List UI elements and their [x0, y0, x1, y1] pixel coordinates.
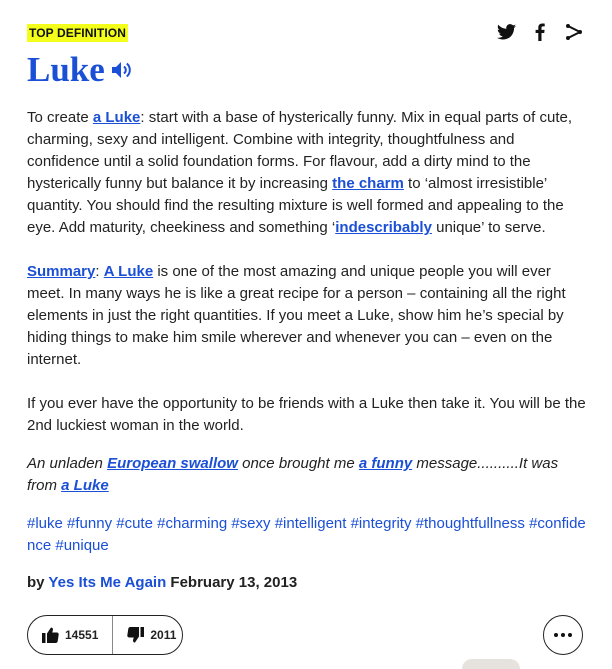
link-the-charm[interactable]: the charm [332, 175, 404, 192]
definition-meaning [27, 107, 587, 459]
tag-link[interactable]: #funny [67, 515, 113, 532]
word-title-link[interactable]: Luke [27, 50, 105, 89]
text: once brought me [237, 455, 359, 472]
tag-link[interactable]: #sexy [231, 515, 271, 532]
tag-link[interactable]: #thoughtfullness [415, 515, 525, 532]
meaning-paragraph-1 [27, 107, 587, 239]
more-options-button[interactable] [543, 615, 583, 655]
meaning-paragraph-3: If you ever have the opportunity to be friends with a Luke then take it. You will be the 2nd luckiest woman in the world. [27, 395, 586, 434]
text: To create [27, 109, 93, 126]
meaning-paragraph-2 [27, 261, 587, 371]
twitter-icon[interactable] [496, 22, 516, 42]
tag-link[interactable]: #confidence [27, 515, 586, 554]
facebook-icon[interactable] [530, 22, 550, 42]
downvote-count: 2011 [150, 628, 177, 642]
link-a-luke[interactable]: a Luke [92, 109, 141, 126]
tag-link[interactable]: #unique [55, 537, 109, 554]
text: to ‘almost irresistible’ quantity. You should find the resulting mixture is well formed and appealing to the eye. Add maturity, cheekiness and something ‘ [27, 175, 564, 236]
text: unique’ to serve. [431, 219, 546, 236]
link-a-luke-2[interactable]: A Luke [103, 263, 154, 280]
link-a-luke-3[interactable]: a Luke [61, 477, 109, 494]
top-definition-badge: TOP DEFINITION [29, 26, 126, 40]
text: : start with a base of hysterically funny. Mix in equal parts of cute, charming, sexy and intelligent. Combine with integrity, thoughtfulness and confidence until a solid foundation forms. For flavour, add a dirty mind to the hysterically funny but balance it by increasing [27, 109, 572, 192]
by-label: by [27, 574, 45, 591]
thumbs-down-icon [127, 627, 144, 643]
author-link[interactable]: Yes Its Me Again [48, 574, 167, 591]
tag-link[interactable]: #luke [27, 515, 63, 532]
link-a-funny[interactable]: a funny [358, 455, 413, 472]
text: An unladen [27, 455, 108, 472]
upvote-count: 14551 [65, 628, 99, 642]
contributor [27, 574, 297, 591]
link-indescribably[interactable]: indescribably [335, 219, 432, 236]
thumbs-up-icon [42, 627, 59, 643]
more-dots-icon [554, 633, 572, 637]
title-row [27, 50, 133, 90]
post-date: February 13, 2013 [170, 574, 298, 591]
tag-link[interactable]: #integrity [350, 515, 412, 532]
tag-link[interactable]: #intelligent [274, 515, 347, 532]
share-icon[interactable] [564, 22, 584, 42]
upvote-button[interactable] [28, 616, 113, 654]
text: is one of the most amazing and unique people you will ever meet. In many ways he is like a great recipe for a person – containing all the right elements in just the right quantities. If you meet a Luke, show him he’s special by hiding things to make him smile wherever and whenever you can – even on the internet. [27, 263, 566, 368]
definition-example [27, 453, 587, 497]
link-summary[interactable]: Summary [27, 263, 96, 280]
tag-link[interactable]: #charming [157, 515, 228, 532]
text: : [95, 263, 104, 280]
speaker-icon[interactable] [111, 59, 133, 81]
share-bar [496, 22, 584, 42]
text: message..........It was from [27, 455, 559, 494]
downvote-button[interactable] [113, 616, 183, 654]
link-european-swallow[interactable]: European swallow [107, 455, 238, 472]
vote-pill [27, 615, 183, 655]
tag-link[interactable]: #cute [116, 515, 153, 532]
tag-list [27, 513, 587, 557]
floating-element-peek [462, 659, 520, 669]
